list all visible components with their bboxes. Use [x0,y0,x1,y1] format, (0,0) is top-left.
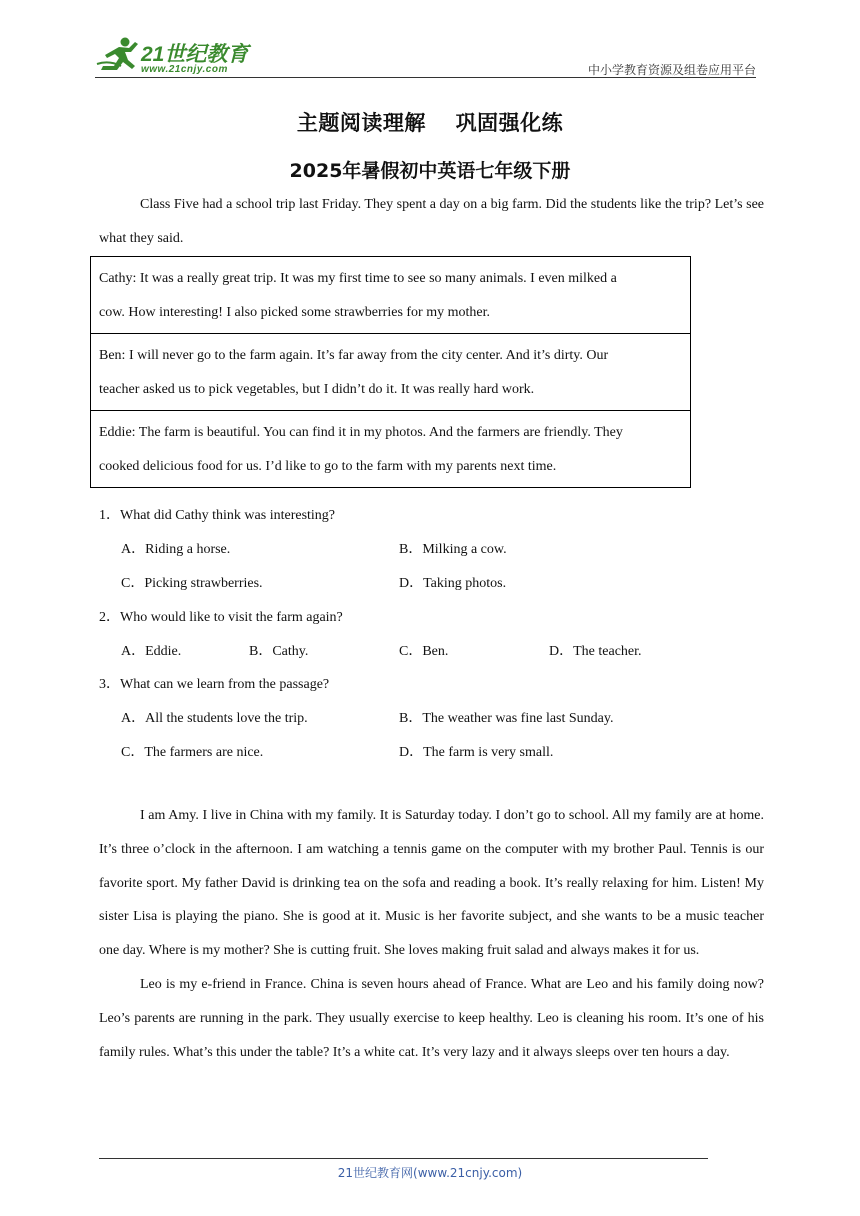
quote-line: Cathy: It was a really great trip. It was my first time to see so many animals. I even milked a [99,271,617,286]
quote-line: cow. How interesting! I also picked some strawberries for my mother. [99,304,490,320]
q2-option-b[interactable]: B．Cathy. [249,644,309,659]
quote-line: teacher asked us to pick vegetables, but I didn’t do it. It was really hard work. [99,381,535,397]
page-subtitle: 2025年暑假初中英语七年级下册 [289,160,571,182]
header-platform-label: 中小学教育资源及组卷应用平台 [587,63,756,77]
q2-option-d[interactable]: D．The teacher. [549,644,642,659]
quote-line: Eddie: The farm is beautiful. You can find it in my photos. And the farmers are friendly. They [99,425,623,440]
footer-divider [99,1158,708,1159]
q1-option-a[interactable]: A．Riding a horse. [121,542,231,557]
page-title: 主题阅读理解 巩固强化练 [296,111,564,135]
passage2-paragraph-1: I am Amy. I live in China with my family. It is Saturday today. I don’t go to school. All my family are at home. It’s three o’clock in the afternoon. I am watching a tennis game on the computer with my brother Paul. Tennis is our favorite sport. My father David is drinking tea on the sofa and reading a book. It’s really relaxing for him. Listen! My sister Lisa is playing the piano. She is good at it. Music is her favorite subject, and she wants to be a music teacher one day. Where is my mother? She is cutting fruit. She loves making fruit salad and always makes it for us. [99,808,764,959]
passage2-paragraph-2: Leo is my e-friend in France. China is seven hours ahead of France. What are Leo and his family doing now? Leo’s parents are running in the park. They usually exercise to keep healthy. Leo is cleaning his room. It’s one of his family rules. What’s this under the table? It’s a white cat. It’s very lazy and it always sleeps over ten hours a day. [99,976,764,1060]
quote-line: cooked delicious food for us. I’d like to go to the farm with my parents next time. [99,458,557,474]
q2-option-c[interactable]: C．Ben. [399,644,449,659]
intro-paragraph: Class Five had a school trip last Friday. They spent a day on a big farm. Did the students like the trip? Let’s see what they said. [99,197,764,246]
q1-option-d[interactable]: D．Taking photos. [399,576,507,591]
logo-title: 21世纪教育 [141,43,249,66]
q3-option-b[interactable]: B．The weather was fine last Sunday. [399,711,614,726]
quote-line: Ben: I will never go to the farm again. It’s far away from the city center. And it’s dirty. Our [99,348,609,363]
quote-cathy [91,257,690,333]
quote-ben [91,333,690,410]
passage1-intro [99,188,764,256]
q3-option-c[interactable]: C．The farmers are nice. [121,745,264,760]
question-1: 1．What did Cathy think was interesting? [99,508,336,523]
student-quotes-table [90,256,691,488]
q3-option-a[interactable]: A．All the students love the trip. [121,711,308,726]
logo-url: www.21cnjy.com [141,64,228,75]
header-divider [95,77,756,78]
q1-option-b[interactable]: B．Milking a cow. [399,542,507,557]
q3-option-d[interactable]: D．The farm is very small. [399,745,554,760]
passage2 [99,799,764,1069]
footer-source-link[interactable]: 21世纪教育网(www.21cnjy.com) [337,1166,523,1180]
quote-eddie [91,410,690,487]
question-3: 3．What can we learn from the passage? [99,677,330,692]
site-logo [95,36,260,78]
question-2: 2．Who would like to visit the farm again? [99,610,343,625]
q2-option-a[interactable]: A．Eddie. [121,644,182,659]
q1-option-c[interactable]: C．Picking strawberries. [121,576,263,591]
